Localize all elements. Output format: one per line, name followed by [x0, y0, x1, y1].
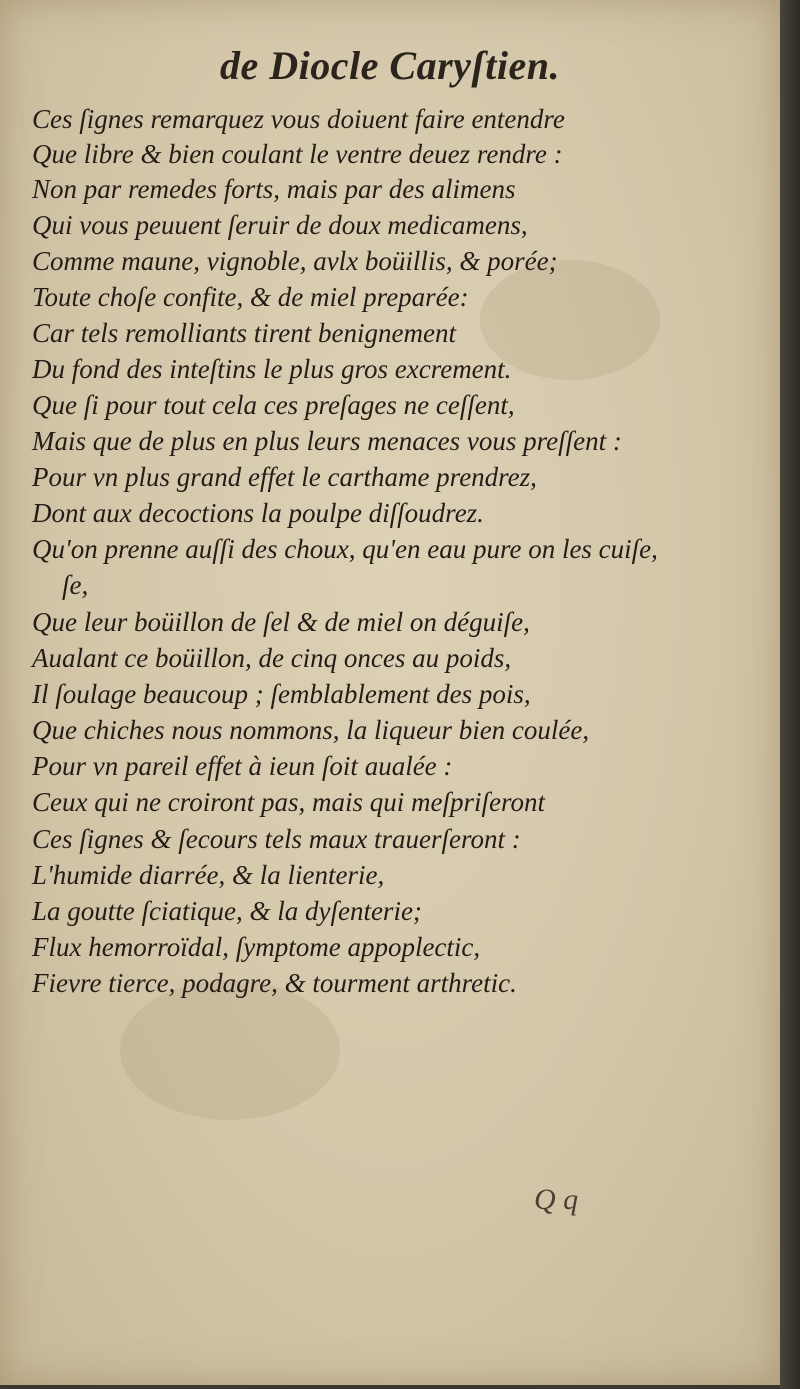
verse-line: Pour vn pareil effet à ieun ſoit aualée :: [32, 751, 453, 781]
verse-line: L'humide diarrée, & la lienterie,: [32, 860, 385, 890]
signature-mark: Q q: [534, 1183, 579, 1216]
verse-line: Comme maune, vignoble, avlx boüillis, & porée;: [32, 246, 558, 276]
verse-line: Mais que de plus en plus leurs menaces vous preſſent :: [32, 426, 622, 456]
verse-line: Que ſi pour tout cela ces preſages ne ceſſent,: [32, 390, 515, 420]
verse-line: Pour vn plus grand effet le carthame prendrez,: [32, 462, 537, 492]
verse-line: Fievre tierce, podagre, & tourment arthretic.: [32, 968, 517, 998]
verse-line: Que chiches nous nommons, la liqueur bien coulée,: [32, 715, 590, 745]
verse-line: Qu'on prenne auſſi des choux, qu'en eau pure on les cuiſe,: [32, 534, 658, 564]
running-head: de Diocle Caryſtien.: [220, 43, 560, 88]
verse-line: Flux hemorroïdal, ſymptome appoplectic,: [32, 932, 481, 962]
verse-line: Toute choſe confite, & de miel preparée:: [32, 282, 469, 312]
verse-line: Qui vous peuuent ſeruir de doux medicamens,: [32, 210, 528, 240]
verse-line: Que leur boüillon de ſel & de miel on déguiſe,: [32, 607, 530, 637]
verse-line: Du fond des inteſtins le plus gros excrement.: [32, 354, 512, 384]
verse-line: Que libre & bien coulant le ventre deuez rendre :: [32, 139, 563, 169]
verse-line: Aualant ce boüillon, de cinq onces au poids,: [32, 643, 512, 673]
verse-line: Il ſoulage beaucoup ; ſemblablement des pois,: [32, 679, 531, 709]
verse-line-continuation: ſe,: [62, 570, 89, 600]
verse-line: Car tels remolliants tirent benignement: [32, 318, 456, 348]
verse-line: Ces ſignes remarquez vous doiuent faire entendre: [32, 104, 565, 134]
verse-line: Dont aux decoctions la poulpe diſſoudrez.: [32, 498, 484, 528]
verse-line: Non par remedes forts, mais par des alimens: [32, 174, 516, 204]
page-edge: [780, 0, 800, 1389]
verse-line: Ceux qui ne croiront pas, mais qui meſpriſeront: [32, 787, 545, 817]
verse-line: Ces ſignes & ſecours tels maux trauerſeront :: [32, 824, 521, 854]
paper-stain: [120, 980, 340, 1120]
verse-line: La goutte ſciatique, & la dyſenterie;: [32, 896, 422, 926]
